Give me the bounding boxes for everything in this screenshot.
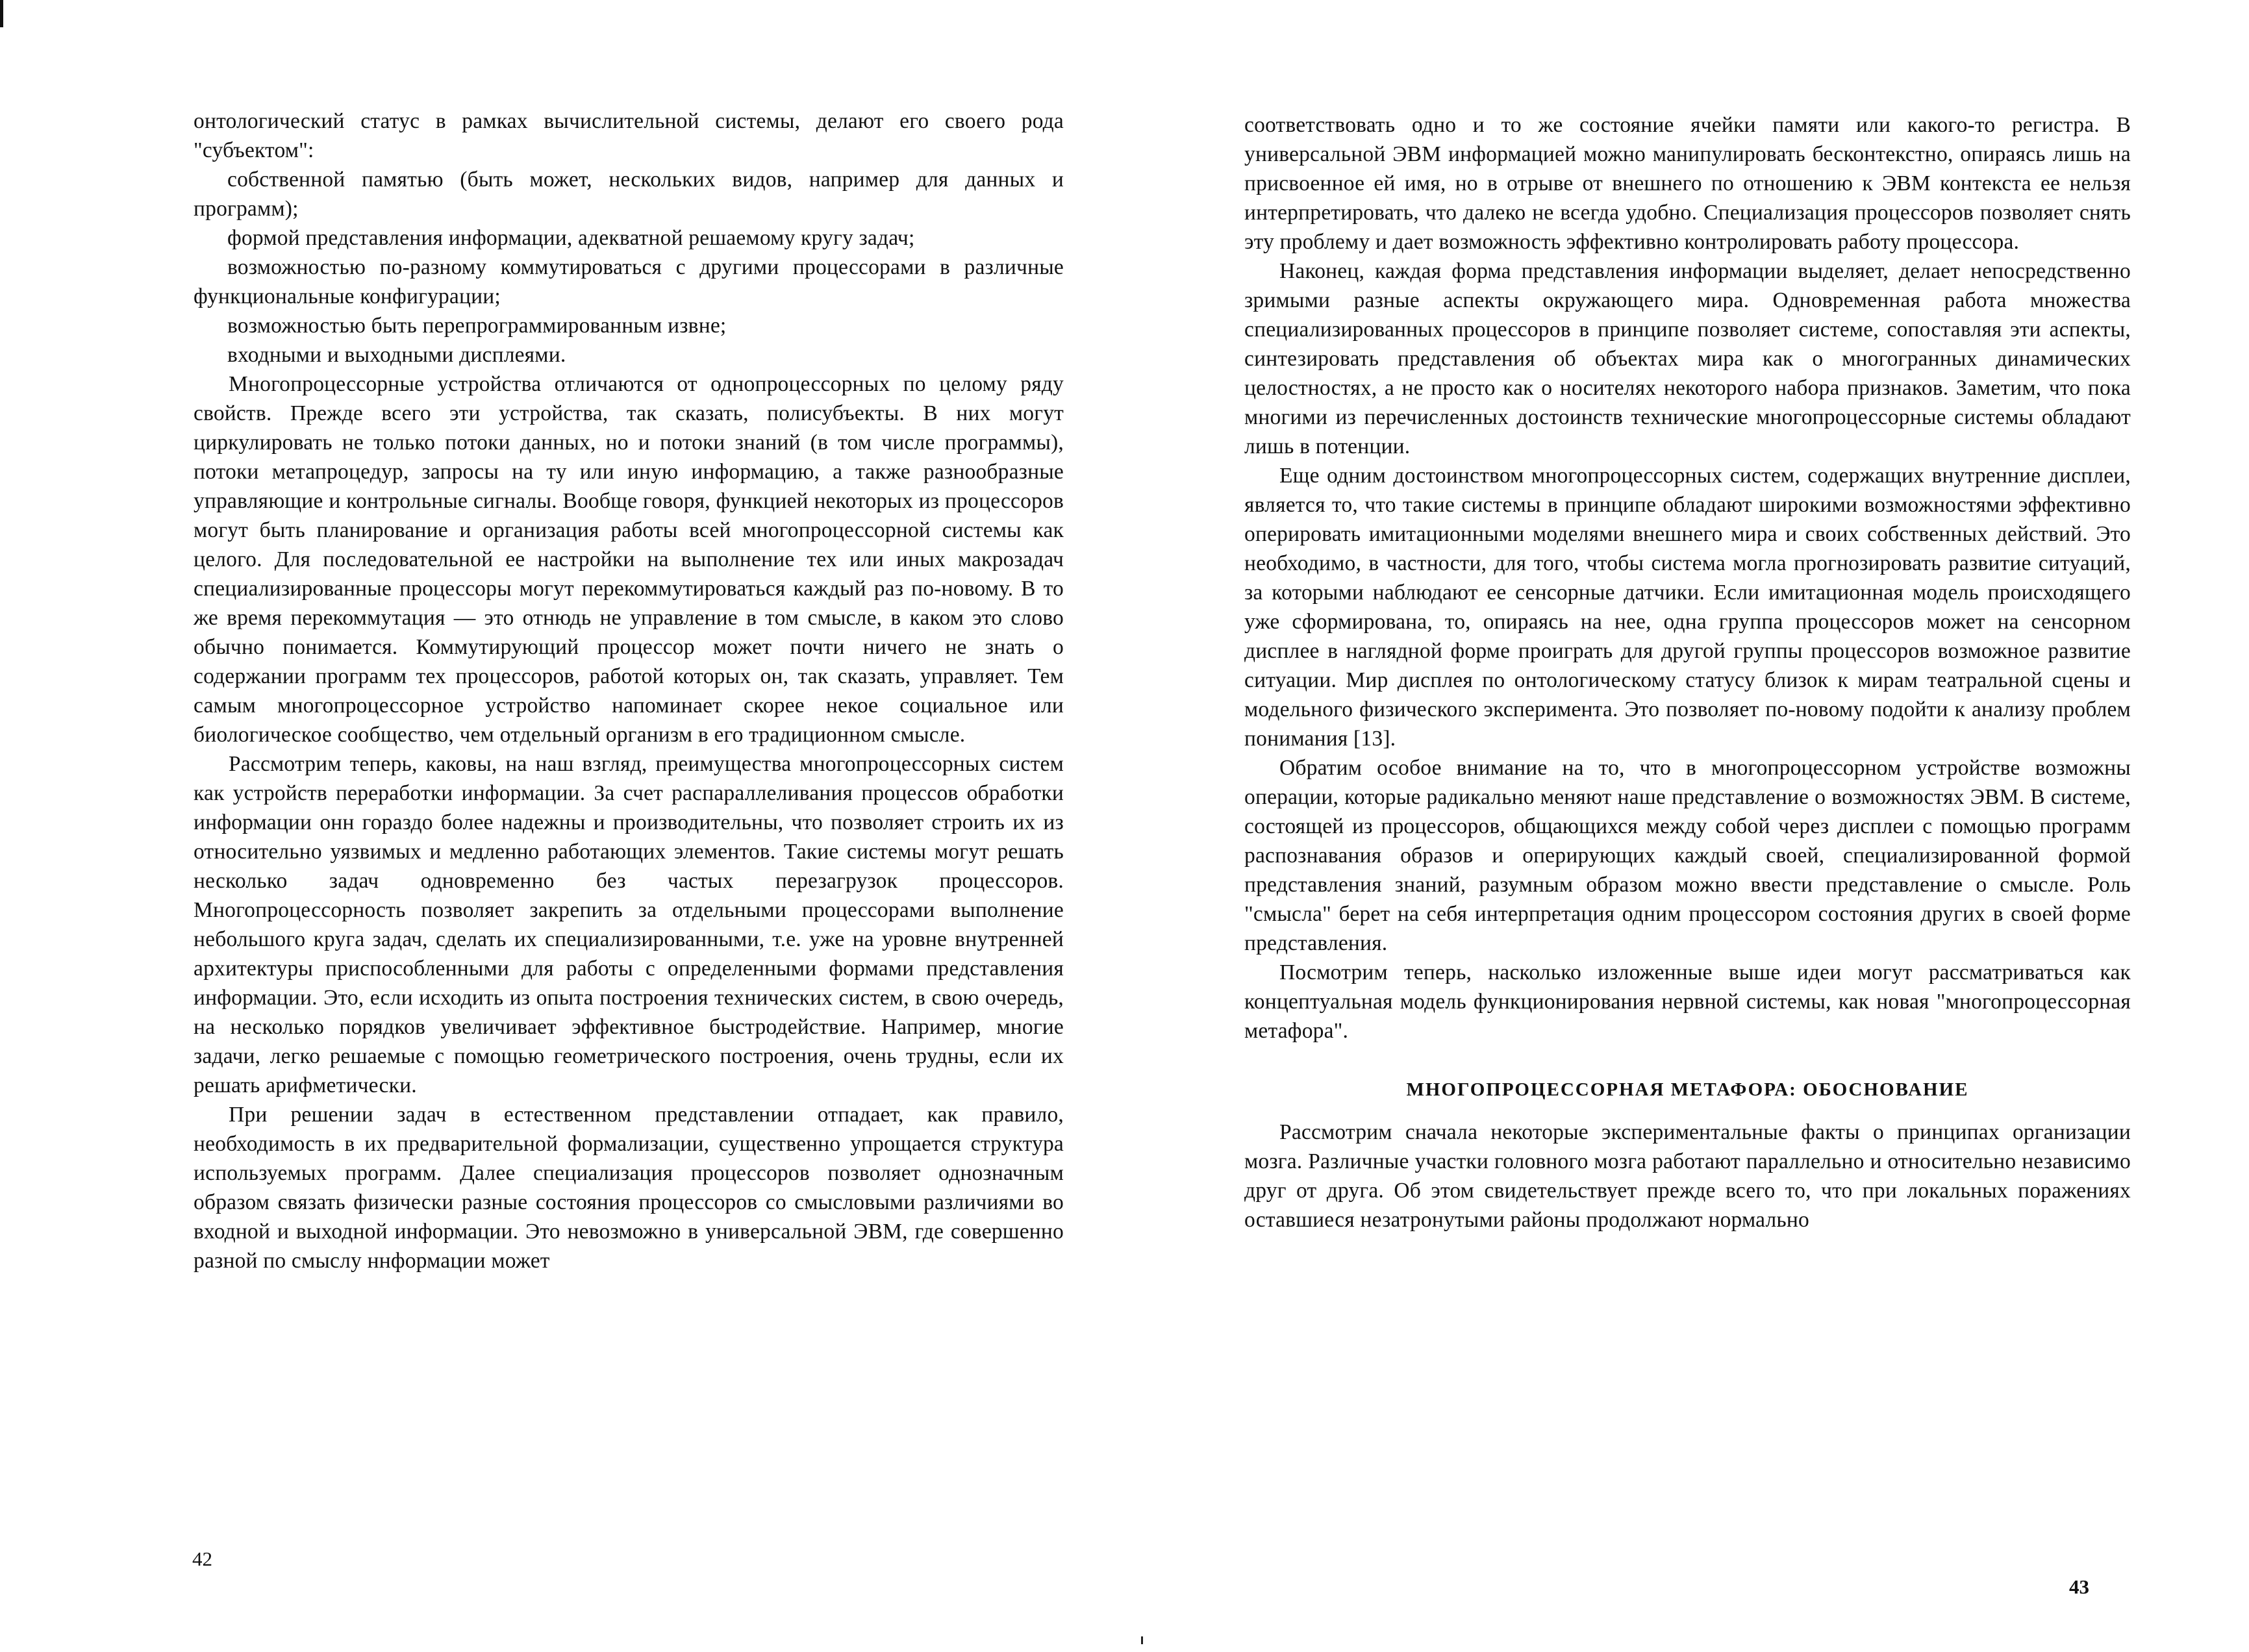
paragraph: Обратим особое внимание на то, что в многопроцессорном устройстве возможны операции, которые радикально меняют наше представление о возможностях ЭВМ. В системе, состоящей из процессоров, общающихся между собой через дисплеи с помощью программ распознавания образов и оперирующих каждый своей, специализированной формой представления знаний, разумным образом можно ввести представление о смысле. Роль "смысла" берет на себя интерпретация одним процессором состояния других в своей форме представления. <box>1244 756 2131 955</box>
paragraph: онтологический статус в рамках вычислительной системы, делают его своего рода "субъектом": <box>194 109 1064 162</box>
left-text-column <box>194 106 1064 1275</box>
page-number-right: 43 <box>2069 1575 2089 1598</box>
paragraph: соответствовать одно и то же состояние ячейки памяти или какого-то регистра. В универсальной ЭВМ информацией можно манипулировать бесконтекстно, опираясь лишь на присвоенное ей имя, но в отрыве от внешнего по отношению к ЭВМ контекста ее нельзя интерпретировать, что далеко не всегда удобно. Специализация процессоров позволяет снять эту проблему и дает возможность эффективно контролировать работу процессора. <box>1244 113 2131 254</box>
paragraph: Еще одним достоинством многопроцессорных систем, содержащих внутренние дисплеи, является то, что такие системы в принципе обладают широкими возможностями эффективно оперировать имитационными моделями внешнего мира и своих собственных действий. Это необходимо, в частности, для того, чтобы система могла прогнозировать развитие ситуаций, за которыми наблюдают ее сенсорные датчики. Если имитационная модель происходящего уже сформирована, то, опираясь на нее, одна группа процессоров может на сенсорном дисплее в наглядной форме проиграть для другой группы процессоров возможное развитие ситуации. Мир дисплея по онтологическому статусу близок к мирам театральной сцены и модельного физического эксперимента. Это позволяет по-новому подойти к анализу проблем понимания [13]. <box>1244 464 2131 751</box>
right-text-column <box>1244 110 2131 1234</box>
page-number-left: 42 <box>192 1547 212 1570</box>
paragraph: При решении задач в естественном представлении отпадает, как правило, необходимость в их предварительной формализации, существенно упрощается структура используемых программ. Далее специализация процессоров позволяет однозначным образом связать физически разные состояния процессоров со смысловыми различиями во входной и выходной информации. Это невозможно в универсальной ЭВМ, где совершенно разной по смыслу ннформации может <box>194 1103 1064 1273</box>
section-heading: МНОГОПРОЦЕССОРНАЯ МЕТАФОРА: ОБОСНОВАНИЕ <box>1406 1079 1969 1100</box>
right-page <box>1124 0 2249 1652</box>
paragraph: Многопроцессорные устройства отличаются от однопроцессорных по целому ряду свойств. Прежде всего эти устройства, так сказать, полисубъекты. В них могут циркулировать не только потоки данных, но и потоки знаний (в том числе программы), потоки метапроцедур, запросы на ту или иную информацию, а также разнообразные управляющие и контрольные сигналы. Вообще говоря, функцией некоторых из процессоров могут быть планирование и организация работы всей многопроцессорной системы как целого. Для последовательной ее настройки на выполнение тех или иных макрозадач специализированные процессоры могут перекоммутироваться каждый раз по-новому. В то же время перекоммутация — это отнюдь не управление в том смысле, в каком это слово обычно понимается. Коммутирующий процессор может почти ничего не знать о содержании программ тех процессоров, работой которых он, так сказать, управляет. Тем самым многопроцессорное устройство напоминает скорее некое социальное или биологическое сообщество, чем отдельный организм в его традиционном смысле. <box>194 372 1064 747</box>
list-item: формой представления информации, адекватной решаемому кругу задач; <box>227 226 915 250</box>
list-item: входными и выходными дисплеями. <box>227 343 566 367</box>
list-item: возможностью по-разному коммутироваться с другими процессорами в различные функциональные конфигурации; <box>194 255 1064 308</box>
paragraph: Посмотрим теперь, насколько изложенные выше идеи могут рассматриваться как концептуальная модель функционирования нервной системы, как новая "многопроцессорная метафора". <box>1244 960 2131 1043</box>
left-page <box>0 0 1124 1652</box>
list-item: возможностью быть перепрограммированным извне; <box>227 314 727 338</box>
paragraph: Рассмотрим теперь, каковы, на наш взгляд, преимущества многопроцессорных систем как устройств переработки информации. За счет распараллеливания процессов обработки информации онн гораздо более надежны и производительны, что позволяет строить их из относительно уязвимых и медленно работающих элементов. Такие системы могут решать несколько задач одновременно без частых перезагрузок процессоров. Многопроцессорность позволяет закрепить за отдельными процессорами выполнение небольшого круга задач, сделать их специализированными, т.е. уже на уровне внутренней архитектуры приспособленными для работы с определенными формами представления информации. Это, если исходить из опыта построения технических систем, в свою очередь, на несколько порядков увеличивает эффективное быстродействие. Например, многие задачи, легко решаемые с помощью геометрического построения, очень трудны, если их решать арифметически. <box>194 752 1064 1097</box>
paragraph: Рассмотрим сначала некоторые экспериментальные факты о принципах организации мозга. Различные участки головного мозга работают параллельно и относительно независимо друг от друга. Об этом свидетельствует прежде всего то, что при локальных поражениях оставшиеся незатронутыми районы продолжают нормально <box>1244 1120 2131 1232</box>
list-item: собственной памятью (быть может, нескольких видов, например для данных и программ); <box>194 168 1064 221</box>
paragraph: Наконец, каждая форма представления информации выделяет, делает непосредственно зримыми разные аспекты окружающего мира. Одновременная работа множества специализированных процессоров в принципе позволяет системе, сопоставляя эти аспекты, синтезировать представления об объектах мира как о многогранных динамических целостностях, а не просто как о носителях некоторого набора признаков. Заметим, что пока многими из перечисленных достоинств технические многопроцессорные системы обладают лишь в потенции. <box>1244 259 2131 458</box>
